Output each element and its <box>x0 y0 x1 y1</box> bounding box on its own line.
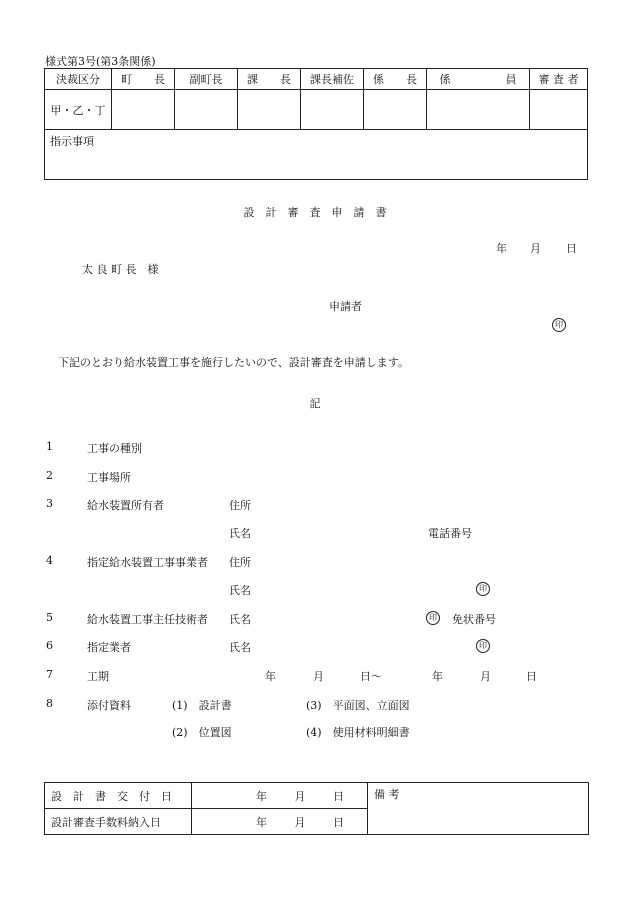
item-label: 工期 <box>87 670 109 683</box>
issuance-date-value[interactable] <box>192 783 368 809</box>
seal-icon: 印 <box>476 582 490 596</box>
owner-phone-label: 電話番号 <box>428 527 472 540</box>
date-day: 日 <box>566 242 577 255</box>
period-end-year: 年 <box>432 670 443 683</box>
applicant-seal <box>552 317 566 332</box>
item-number: 8 <box>46 697 53 710</box>
contractor-seal <box>476 581 490 596</box>
issuance-table <box>44 782 589 835</box>
issuance-date-label: 設 計 書 交 付 日 <box>45 783 192 809</box>
seal-icon: 印 <box>476 639 490 653</box>
owner-name-label: 氏名 <box>229 527 251 540</box>
instructions-row <box>45 130 588 180</box>
header-cell: 審 査 者 <box>530 69 588 90</box>
license-number-label: 免状番号 <box>452 613 496 626</box>
fee-payment-date-value[interactable] <box>192 809 368 835</box>
attachment-design-doc: (1) 設計書 <box>172 699 232 712</box>
attachment-location-map: (2) 位置図 <box>172 726 232 739</box>
remarks-cell[interactable] <box>368 783 589 835</box>
item-number: 7 <box>46 668 53 681</box>
attachment-plan-elevation: (3) 平面図、立面図 <box>306 699 410 712</box>
seal-icon: 印 <box>552 318 566 332</box>
period-start-day: 日〜 <box>360 670 382 683</box>
approval-category-cell: 甲・乙・丁 <box>45 90 112 130</box>
applicant-label: 申請者 <box>329 300 362 313</box>
header-cell: 課 長 <box>238 69 301 90</box>
date-year: 年 <box>256 789 267 803</box>
date-month: 月 <box>294 815 306 829</box>
period-start-month: 月 <box>313 670 324 683</box>
contractor-name-label: 氏名 <box>229 584 251 597</box>
instructions-cell[interactable] <box>45 130 588 180</box>
item-number: 2 <box>46 469 53 482</box>
date-day: 日 <box>333 789 344 803</box>
period-end-month: 月 <box>480 670 491 683</box>
addressee: 太 良 町 長 様 <box>82 263 159 276</box>
item-label: 給水装置工事主任技術者 <box>87 613 208 626</box>
form-number: 様式第3号(第3条関係) <box>45 55 156 68</box>
date-day: 日 <box>333 815 344 829</box>
instructions-label: 指示事項 <box>50 135 94 148</box>
approval-table <box>44 68 588 180</box>
item-label: 工事場所 <box>87 471 131 484</box>
attachment-materials-list: (4) 使用材料明細書 <box>306 726 410 739</box>
header-cell: 町 長 <box>112 69 175 90</box>
item-label: 指定業者 <box>87 641 131 654</box>
date-year: 年 <box>496 242 507 255</box>
intro-text: 下記のとおり給水装置工事を施行したいので、設計審査を申請します。 <box>58 356 409 369</box>
stamp-box[interactable] <box>364 90 427 130</box>
date-month: 月 <box>294 789 306 803</box>
item-label: 給水装置所有者 <box>87 499 164 512</box>
vendor-seal <box>476 638 490 653</box>
header-cell: 課長補佐 <box>301 69 364 90</box>
header-cell: 係 員 <box>427 69 530 90</box>
item-label: 添付資料 <box>87 699 131 712</box>
stamp-box[interactable] <box>530 90 588 130</box>
header-cell: 副町長 <box>175 69 238 90</box>
period-end-day: 日 <box>526 670 537 683</box>
seal-icon: 印 <box>426 611 440 625</box>
stamp-box[interactable] <box>427 90 530 130</box>
engineer-name-label: 氏名 <box>229 613 251 626</box>
item-number: 1 <box>46 440 53 453</box>
ki-heading: 記 <box>309 397 321 410</box>
approval-header-row <box>45 69 588 90</box>
stamp-box[interactable] <box>175 90 238 130</box>
stamp-box[interactable] <box>112 90 175 130</box>
stamp-box[interactable] <box>301 90 364 130</box>
remarks-label: 備 考 <box>374 788 400 801</box>
vendor-name-label: 氏名 <box>229 641 251 654</box>
header-cell: 係 長 <box>364 69 427 90</box>
date-month: 月 <box>530 242 541 255</box>
engineer-seal <box>426 610 440 625</box>
issuance-row <box>45 783 589 809</box>
item-label: 指定給水装置工事事業者 <box>87 556 208 569</box>
date-year: 年 <box>256 815 267 829</box>
period-start-year: 年 <box>265 670 276 683</box>
stamp-box[interactable] <box>238 90 301 130</box>
item-number: 4 <box>46 554 53 567</box>
header-cell: 決裁区分 <box>45 69 112 90</box>
contractor-address-label: 住所 <box>229 556 251 569</box>
owner-address-label: 住所 <box>229 499 251 512</box>
document-title: 設 計 審 査 申 請 書 <box>243 206 387 219</box>
item-number: 6 <box>46 639 53 652</box>
approval-stamp-row <box>45 90 588 130</box>
item-label: 工事の種別 <box>87 442 142 455</box>
item-number: 3 <box>46 497 53 510</box>
fee-payment-date-label: 設計審査手数料納入日 <box>45 809 192 835</box>
item-number: 5 <box>46 611 53 624</box>
